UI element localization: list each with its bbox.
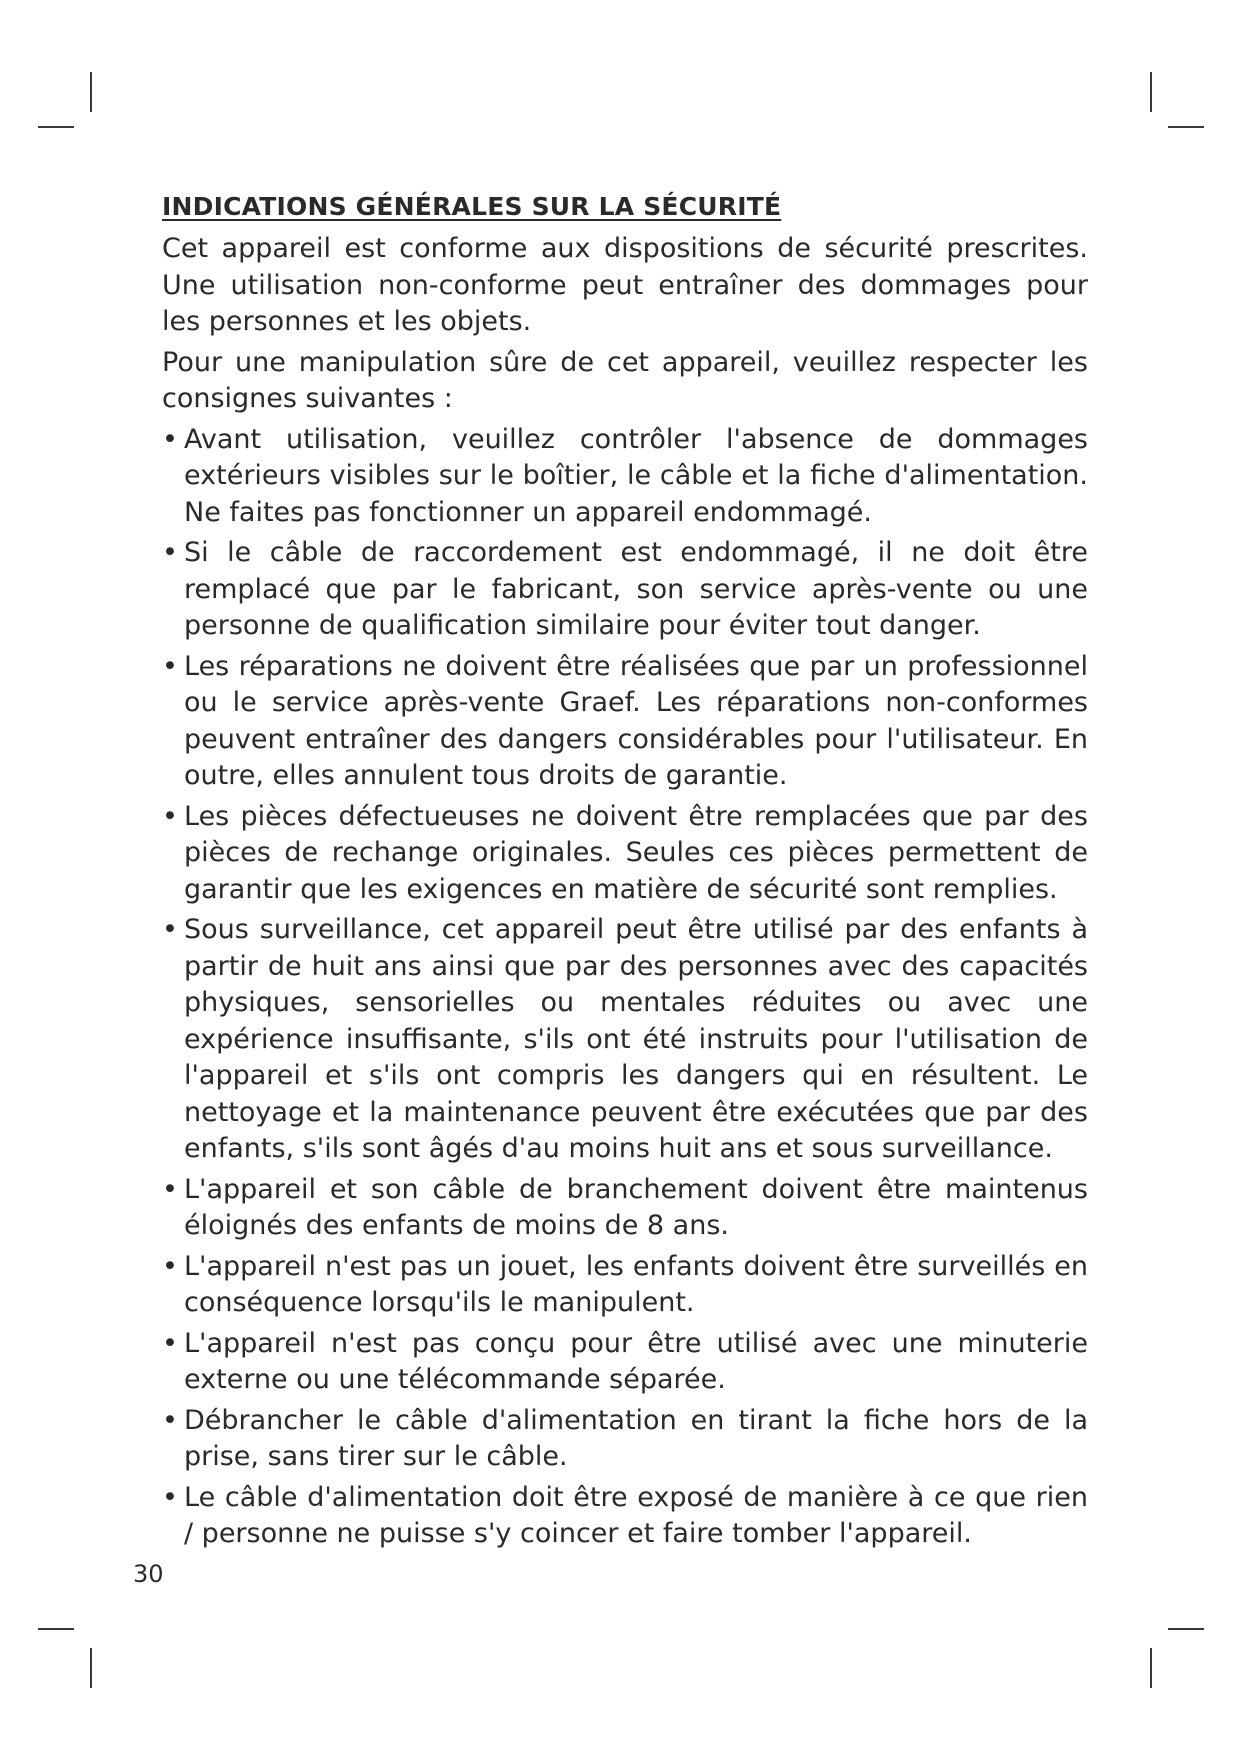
list-item-text: L'appareil n'est pas conçu pour être utilisé avec une minuterie externe ou une télécommande séparée. — [184, 1327, 1088, 1395]
list-item-text: Sous surveillance, cet appareil peut être utilisé par des enfants à partir de huit ans ainsi que par des personnes avec des capacités physiques, sensorielles ou mentales réduites ou avec une expérience insuffisante, s'ils ont été instruits pour l'utilisation de l'appareil et s'ils ont compris les dangers qui en résultent. Le nettoyage et la maintenance peuvent être exécutées que par des enfants, s'ils sont âgés d'au moins huit ans et sous surveillance. — [184, 914, 1088, 1164]
crop-mark-bottom-right-h — [1168, 1628, 1204, 1630]
bullet-icon: • — [162, 650, 178, 682]
bullet-icon: • — [162, 1250, 178, 1282]
list-item-text: L'appareil et son câble de branchement doivent être maintenus éloignés des enfants de moins de 8 ans. — [184, 1173, 1088, 1241]
crop-mark-top-right-v — [1150, 72, 1152, 112]
bullet-icon: • — [162, 1481, 178, 1513]
intro-paragraph-2: Pour une manipulation sûre de cet appareil, veuillez respecter les consignes suivantes : — [162, 346, 1088, 414]
bullet-icon: • — [162, 800, 178, 832]
section-heading: INDICATIONS GÉNÉRALES SUR LA SÉCURITÉ — [162, 192, 782, 221]
list-item — [162, 535, 1088, 645]
bullet-icon: • — [162, 1173, 178, 1205]
list-item — [162, 649, 1088, 795]
page-number: 30 — [133, 1560, 164, 1588]
crop-mark-bottom-left-v — [90, 1648, 92, 1688]
crop-mark-bottom-right-v — [1150, 1648, 1152, 1688]
list-item — [162, 799, 1088, 909]
safety-section — [162, 192, 1088, 1557]
list-item-text: Les réparations ne doivent être réalisées que par un professionnel ou le service après-vente Graef. Les réparations non-conformes peuvent entraîner des dangers considérables pour l'utilisateur. En outre, elles annulent tous droits de garantie. — [184, 650, 1088, 791]
list-item-text: Les pièces défectueuses ne doivent être remplacées que par des pièces de rechange originales. Seules ces pièces permettent de garantir que les exigences en matière de sécurité sont remplies. — [184, 800, 1088, 905]
intro-paragraph-1: Cet appareil est conforme aux dispositions de sécurité prescrites. Une utilisation non-conforme peut entraîner des dommages pour les personnes et les objets. — [162, 233, 1088, 337]
bullet-icon: • — [162, 1404, 178, 1436]
list-item-text: Si le câble de raccordement est endommagé, il ne doit être remplacé que par le fabricant, son service après-vente ou une personne de qualification similaire pour éviter tout danger. — [184, 537, 1088, 641]
list-item — [162, 912, 1088, 1168]
crop-mark-top-left-h — [38, 126, 74, 128]
crop-mark-top-right-h — [1168, 126, 1204, 128]
list-item — [162, 1172, 1088, 1245]
crop-mark-top-left-v — [90, 72, 92, 112]
safety-list — [162, 422, 1088, 1553]
bullet-icon: • — [162, 537, 178, 568]
list-item — [162, 422, 1088, 532]
crop-mark-bottom-left-h — [38, 1628, 74, 1630]
list-item-text: L'appareil n'est pas un jouet, les enfants doivent être surveillés en conséquence lorsqu'ils le manipulent. — [184, 1250, 1088, 1318]
list-item-text: Le câble d'alimentation doit être exposé de manière à ce que rien / personne ne puisse s'y coincer et faire tomber l'appareil. — [184, 1481, 1088, 1549]
bullet-icon: • — [162, 914, 178, 945]
list-item-text: Avant utilisation, veuillez contrôler l'absence de dommages extérieurs visibles sur le boîtier, le câble et la fiche d'alimentation. Ne faites pas fonctionner un appareil endommagé. — [184, 423, 1088, 528]
list-item — [162, 1249, 1088, 1322]
list-item-text: Débrancher le câble d'alimentation en tirant la fiche hors de la prise, sans tirer sur le câble. — [184, 1404, 1088, 1472]
list-item — [162, 1403, 1088, 1476]
list-item — [162, 1326, 1088, 1399]
bullet-icon: • — [162, 1327, 178, 1359]
list-item — [162, 1480, 1088, 1553]
bullet-icon: • — [162, 423, 178, 455]
